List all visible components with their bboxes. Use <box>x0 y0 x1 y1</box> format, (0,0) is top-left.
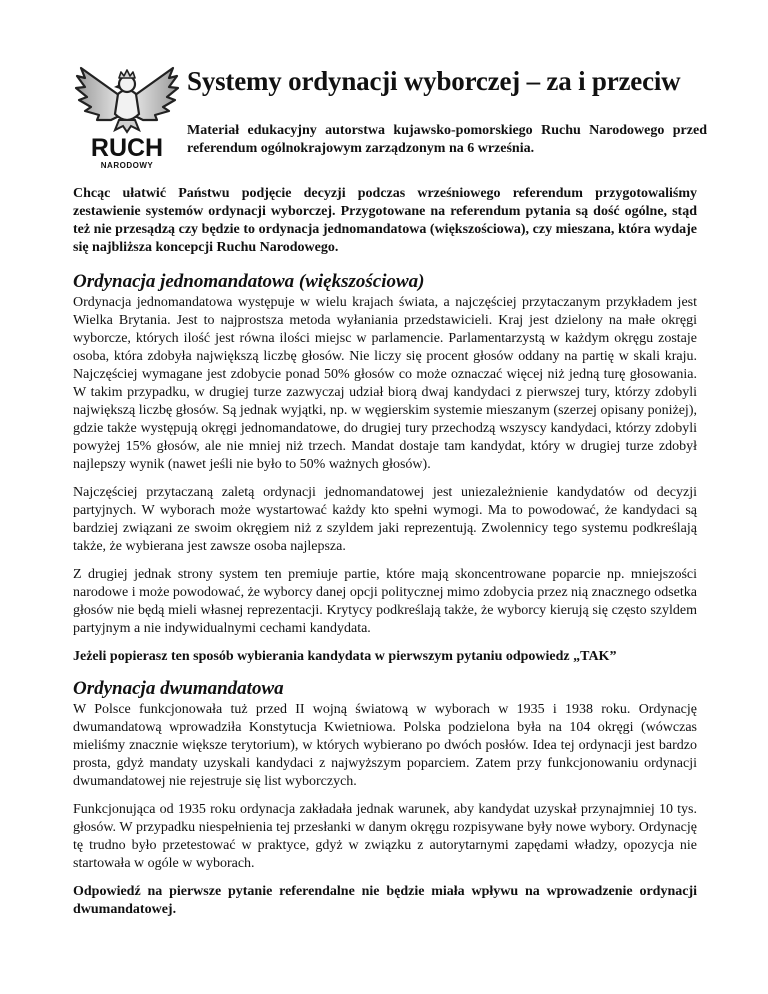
document-subtitle: Materiał edukacyjny autorstwa kujawsko-pomorskiego Ruchu Narodowego przed referendum ogólnokrajowym zarządzonym na 6 września. <box>187 123 707 156</box>
section2-paragraph-1: W Polsce funkcjonowała tuż przed II wojną światową w wyborach w 1935 i 1938 roku. Ordynację dwumandatową wprowadziła Konstytucja Kwietniowa. Polska podzielona była na 104 okręgi (wówczas mieliśmy znacznie większe terytorium), w których wybierano po dwóch posłów. Idea tej ordynacji jest bardzo prosta, gdyż mandaty uzyskali kandydaci z najwyższym poparciem. Zatem przy funkcjonowaniu ordynacji dwumandatowej nie rejestruje się list wyborczych. <box>73 702 697 789</box>
intro-paragraph: Chcąc ułatwić Państwu podjęcie decyzji podczas wrześniowego referendum przygotowaliśmy zestawienie systemów ordynacji wyborczej. Przygotowane na referendum pytania są dość ogólne, stąd też nie przesądzą czy będzie to ordynacja jednomandatowa (większościowa), czy mieszana, która wydaje się najbliższa koncepcji Ruchu Narodowego. <box>73 186 697 255</box>
section-heading-jednomandatowa: Ordynacja jednomandatowa (większościowa) <box>73 271 425 292</box>
section1-answer-note: Jeżeli popierasz ten sposób wybierania kandydata w pierwszym pytaniu odpowiedz „TAK” <box>73 649 617 664</box>
document-title: Systemy ordynacji wyborczej – za i przeciw <box>187 66 681 96</box>
ruch-narodowy-logo <box>73 60 181 172</box>
logo-subtext: NARODOWY <box>100 161 154 170</box>
section2-paragraph-2: Funkcjonująca od 1935 roku ordynacja zakładała jednak warunek, aby kandydat uzyskał przynajmniej 10 tys. głosów. W przypadku niespełnienia tej przesłanki w danym okręgu rozpisywane były nowe wybory. Ordynację tę trudno było przetestować w praktyce, gdyż w związku z autorytarnymi zapędami władzy, opozycja nie startowała w ogóle w wyborach. <box>73 802 697 871</box>
section-heading-dwumandatowa: Ordynacja dwumandatowa <box>73 678 284 699</box>
section2-answer-note: Odpowiedź na pierwsze pytanie referendalne nie będzie miała wpływu na wprowadzenie ordynacji dwumandatowej. <box>73 884 697 917</box>
section1-paragraph-1: Ordynacja jednomandatowa występuje w wielu krajach świata, a najczęściej przytaczanym przykładem jest Wielka Brytania. Jest to najprostsza metoda wyłaniania przedstawicieli. Kraj jest dzielony na małe okręgi wyborcze, których ilość jest równa ilości miejsc w parlamencie. Parlamentarzystą w każdym okręgu zostaje osoba, która zdobyła największą liczbę głosów. Nie liczy się procent głosów oddany na partię w skali kraju. Najczęściej wymagane jest zdobycie ponad 50% głosów co może oznaczać więcej niż jedną turę głosowania. W takim przypadku, w drugiej turze zazwyczaj udział biorą dwaj kandydaci z pierwszej tury, którzy zdobyli największą liczbę głosów. Są jednak wyjątki, np. w węgierskim systemie mieszanym (szerzej opisany poniżej), gdzie także występują okręgi jednomandatowe, do drugiej tury przechodzą wszyscy kandydaci, którzy zdobyli powyżej 15% głosów, ale nie mniej niż trzech. Mandat dostaje tam kandydat, który w drugiej turze zdobył najlepszy wynik (nawet jeśli nie było to 50% ważnych głosów). <box>73 295 697 472</box>
document-body <box>73 185 697 929</box>
section1-paragraph-3: Z drugiej jednak strony system ten premiuje partie, które mają skoncentrowane poparcie np. mniejszości narodowe i może powodować, że wyborcy danej opcji politycznej mimo zdobycia przez nią znacznego odsetka głosów nie będą mieli własnej reprezentacji. Krytycy podkreślają także, że wyborcy kierują się często szyldem partyjnym a nie indywidualnymi cechami kandydata. <box>73 567 697 636</box>
logo-text: RUCH <box>90 134 164 162</box>
document-header <box>73 60 713 180</box>
section1-paragraph-2: Najczęściej przytaczaną zaletą ordynacji jednomandatowej jest uniezależnienie kandydatów od decyzji partyjnych. W wyborach może wystartować każdy kto spełni wymogi. Ma to powodować, że kandydaci są bardziej związani ze swoim okręgiem niż z szyldem jaki reprezentują. Zwolennicy tego systemu podkreślają także, że wybierana jest zawsze osoba najlepsza. <box>73 485 697 554</box>
